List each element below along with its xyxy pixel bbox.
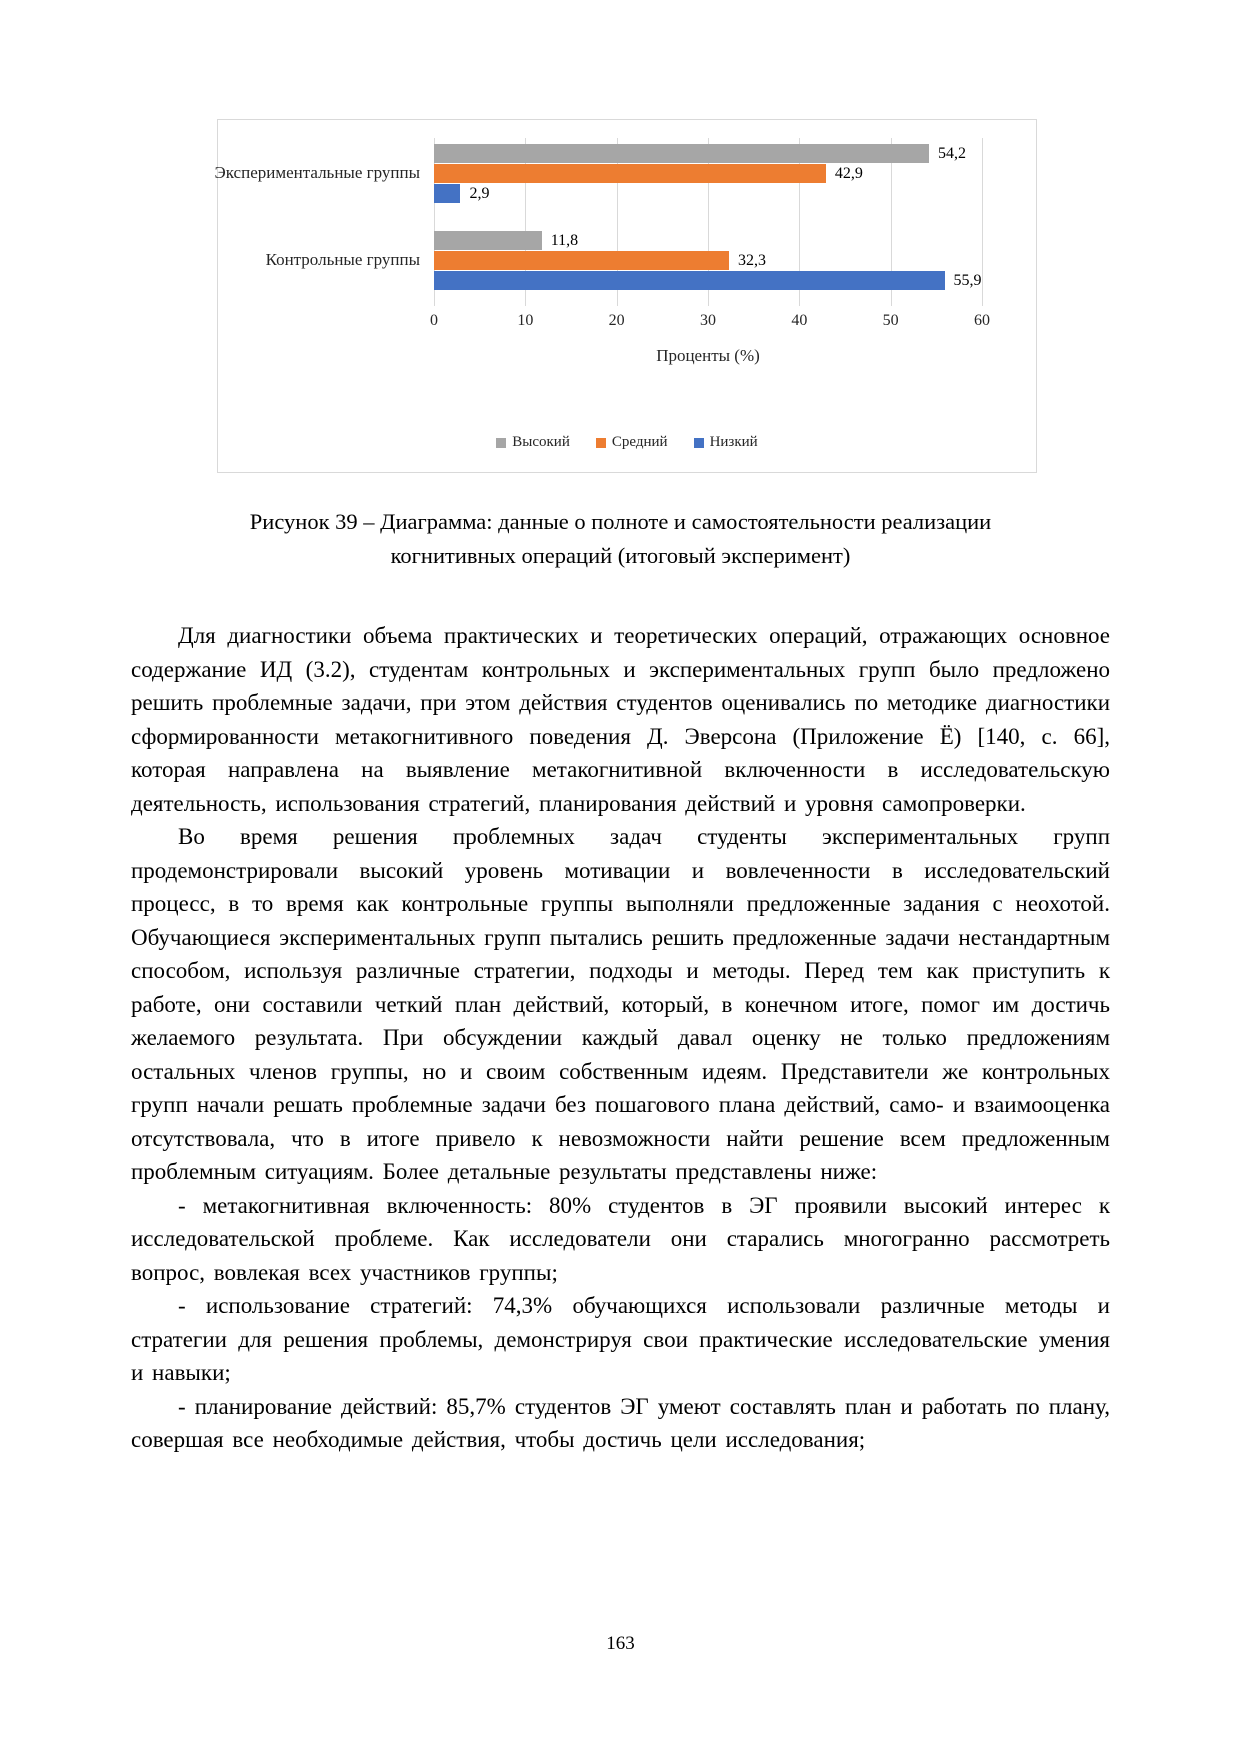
bullet-strategy-use: - использование стратегий: 74,3% обучающихся использовали различные методы и стратегии для решения проблемы, демонстрируя свои практические исследовательские умения и навыки; (131, 1293, 1110, 1385)
x-axis-title: Проценты (%) (656, 346, 760, 365)
bar-value-label: 2,9 (469, 185, 490, 202)
x-tick-0: 0 (430, 312, 438, 329)
bar-value-label: 11,8 (550, 232, 579, 249)
figure-39-chart (214, 119, 1037, 473)
bar-value-label: 54,2 (938, 145, 967, 162)
x-axis-ticks (430, 312, 990, 334)
paragraph-diagnostics: Для диагностики объема практических и теоретических операций, отражающих основное содержание ИД (3.2), студентам контрольных и экспериментальных групп было предложено решить проблемные задачи, при этом действия студентов оценивались по методике диагностики сформированности метакогнитивного поведения Д. Эверсона (Приложение Ё) [140, с. 66], которая направлена на выявление метакогнитивной включенности в исследовательскую деятельность, использования стратегий, планирования действий и уровня самопроверки. (131, 623, 1110, 816)
bar-Низкий-experimental (434, 184, 460, 203)
legend-label: Низкий (709, 434, 758, 450)
chart-legend (218, 434, 1036, 451)
legend-label: Высокий (512, 434, 570, 450)
bar-Низкий-control (434, 271, 945, 290)
bar-value-label: 55,9 (953, 272, 982, 289)
legend-label: Средний (611, 434, 668, 450)
legend-swatch-icon (496, 438, 506, 448)
x-tick-10: 10 (517, 312, 534, 329)
plot-area (434, 138, 982, 306)
figure-caption-line-1: Рисунок 39 – Диаграмма: данные о полноте и самостоятельности реализации (249, 509, 992, 534)
category-label-control: Контрольные группы (265, 250, 420, 269)
gridline-60 (982, 138, 983, 306)
legend-item-Высокий (496, 434, 570, 451)
x-tick-50: 50 (882, 312, 899, 329)
bar-value-label: 42,9 (834, 165, 863, 182)
legend-item-Средний (596, 434, 668, 451)
bar-Средний-control (434, 251, 729, 270)
paragraph-problem-solving: Во время решения проблемных задач студенты экспериментальных групп продемонстрировали высокий уровень мотивации и вовлеченности в исследовательский процесс, в то время как контрольные группы выполняли предложенные задания с неохотой. Обучающиеся экспериментальных групп пытались решить предложенные задачи нестандартным способом, используя различные стратегии, подходы и методы. Перед тем как приступить к работе, они составили четкий план действий, который, в конечном итоге, помог им достичь желаемого результата. При обсуждении каждый давал оценку не только предложениям остальных членов группы, но и своим собственным идеям. Представители же контрольных групп начали решать проблемные задачи без пошагового плана действий, само- и взаимооценка отсутствовала, что в итоге привело к невозможности найти решение всем предложенным проблемным ситуациям. Более детальные результаты представлены ниже: (131, 824, 1110, 1184)
bar-value-label: 32,3 (738, 252, 766, 269)
x-tick-40: 40 (791, 312, 808, 329)
figure-caption-line-2: когнитивных операций (итоговый эксперимент) (390, 543, 851, 568)
legend-swatch-icon (596, 438, 606, 448)
legend-swatch-icon (694, 438, 704, 448)
legend-item-Низкий (694, 434, 758, 451)
bar-Средний-experimental (434, 164, 826, 183)
figure-caption (131, 505, 1110, 573)
page-number: 163 (606, 1633, 635, 1654)
bullet-action-planning: - планирование действий: 85,7% студентов ЭГ умеют составлять план и работать по плану, совершая все необходимые действия, чтобы достичь цели исследования; (131, 1393, 1110, 1452)
x-tick-30: 30 (700, 312, 716, 329)
bullet-metacognitive-involvement: - метакогнитивная включенность: 80% студентов в ЭГ проявили высокий интерес к исследовательской проблеме. Как исследователи они старались многогранно рассмотреть вопрос, вовлекая всех участников группы; (131, 1192, 1110, 1285)
body-text (131, 619, 1110, 1457)
x-tick-20: 20 (608, 312, 625, 329)
category-label-experimental: Экспериментальные группы (214, 163, 420, 182)
bar-Высокий-experimental (434, 144, 929, 163)
x-tick-60: 60 (974, 312, 990, 329)
bar-Высокий-control (434, 231, 542, 250)
